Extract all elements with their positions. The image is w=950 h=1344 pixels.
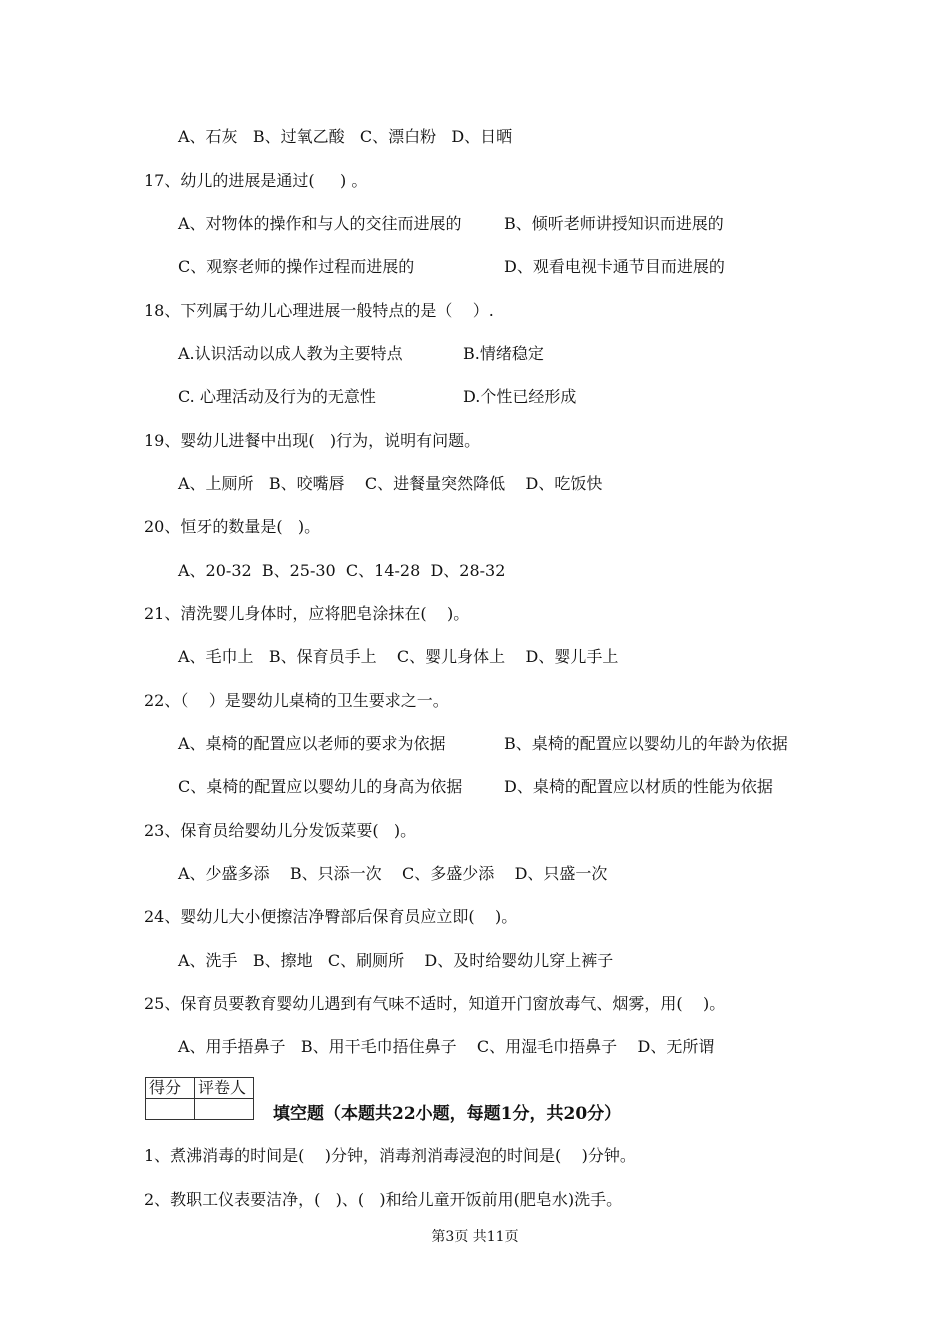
q18-option-d: D.个性已经形成 bbox=[463, 387, 577, 406]
q17-option-b: B、倾听老师讲授知识而进展的 bbox=[504, 214, 724, 233]
q18-option-a: A.认识活动以成人教为主要特点 bbox=[178, 344, 403, 363]
q22-stem: 22、（ ）是婴幼儿桌椅的卫生要求之一。 bbox=[144, 691, 449, 710]
q22-option-d: D、桌椅的配置应以材质的性能为依据 bbox=[504, 777, 773, 796]
q18-option-b: B.情绪稳定 bbox=[463, 344, 544, 363]
section-title: 填空题（本题共22小题，每题1分，共20分） bbox=[273, 1104, 622, 1124]
q21-stem: 21、清洗婴儿身体时，应将肥皂涂抹在( )。 bbox=[144, 604, 470, 623]
q17-stem: 17、幼儿的进展是通过( ) 。 bbox=[144, 171, 368, 190]
score-cell bbox=[146, 1099, 195, 1120]
q17-option-a: A、对物体的操作和与人的交往而进展的 bbox=[178, 214, 462, 233]
score-label: 得分 bbox=[146, 1078, 195, 1099]
q16-options: A、石灰 B、过氧乙酸 C、漂白粉 D、日晒 bbox=[178, 127, 513, 146]
q19-stem: 19、婴幼儿进餐中出现( )行为，说明有问题。 bbox=[144, 431, 481, 450]
fill-item-1: 1、煮沸消毒的时间是( )分钟，消毒剂消毒浸泡的时间是( )分钟。 bbox=[144, 1146, 636, 1165]
q23-options: A、少盛多添 B、只添一次 C、多盛少添 D、只盛一次 bbox=[178, 864, 608, 883]
q24-options: A、洗手 B、擦地 C、刷厕所 D、及时给婴幼儿穿上裤子 bbox=[178, 951, 614, 970]
grader-cell bbox=[195, 1099, 254, 1120]
q20-options: A、20-32 B、25-30 C、14-28 D、28-32 bbox=[178, 561, 506, 580]
q23-stem: 23、保育员给婴幼儿分发饭菜要( )。 bbox=[144, 821, 417, 840]
q22-option-b: B、桌椅的配置应以婴幼儿的年龄为依据 bbox=[504, 734, 788, 753]
q24-stem: 24、婴幼儿大小便擦洁净臀部后保育员应立即( )。 bbox=[144, 907, 518, 926]
grader-label: 评卷人 bbox=[195, 1078, 254, 1099]
q21-options: A、毛巾上 B、保育员手上 C、婴儿身体上 D、婴儿手上 bbox=[178, 647, 619, 666]
fill-item-2: 2、教职工仪表要洁净，( )、( )和给儿童开饭前用(肥皂水)洗手。 bbox=[144, 1190, 623, 1209]
q22-option-a: A、桌椅的配置应以老师的要求为依据 bbox=[178, 734, 446, 753]
q17-option-c: C、观察老师的操作过程而进展的 bbox=[178, 257, 415, 276]
q22-option-c: C、桌椅的配置应以婴幼儿的身高为依据 bbox=[178, 777, 463, 796]
score-box bbox=[145, 1077, 254, 1120]
q25-stem: 25、保育员要教育婴幼儿遇到有气味不适时，知道开门窗放毒气、烟雾，用( )。 bbox=[144, 994, 726, 1013]
q18-stem: 18、下列属于幼儿心理进展一般特点的是（ ）. bbox=[144, 301, 494, 320]
q18-option-c: C. 心理活动及行为的无意性 bbox=[178, 387, 376, 406]
q19-options: A、上厕所 B、咬嘴唇 C、进餐量突然降低 D、吃饭快 bbox=[178, 474, 603, 493]
q17-option-d: D、观看电视卡通节目而进展的 bbox=[504, 257, 725, 276]
page-footer: 第3页 共11页 bbox=[431, 1229, 519, 1245]
q25-options: A、用手捂鼻子 B、用干毛巾捂住鼻子 C、用湿毛巾捂鼻子 D、无所谓 bbox=[178, 1037, 715, 1056]
q20-stem: 20、恒牙的数量是( )。 bbox=[144, 517, 321, 536]
